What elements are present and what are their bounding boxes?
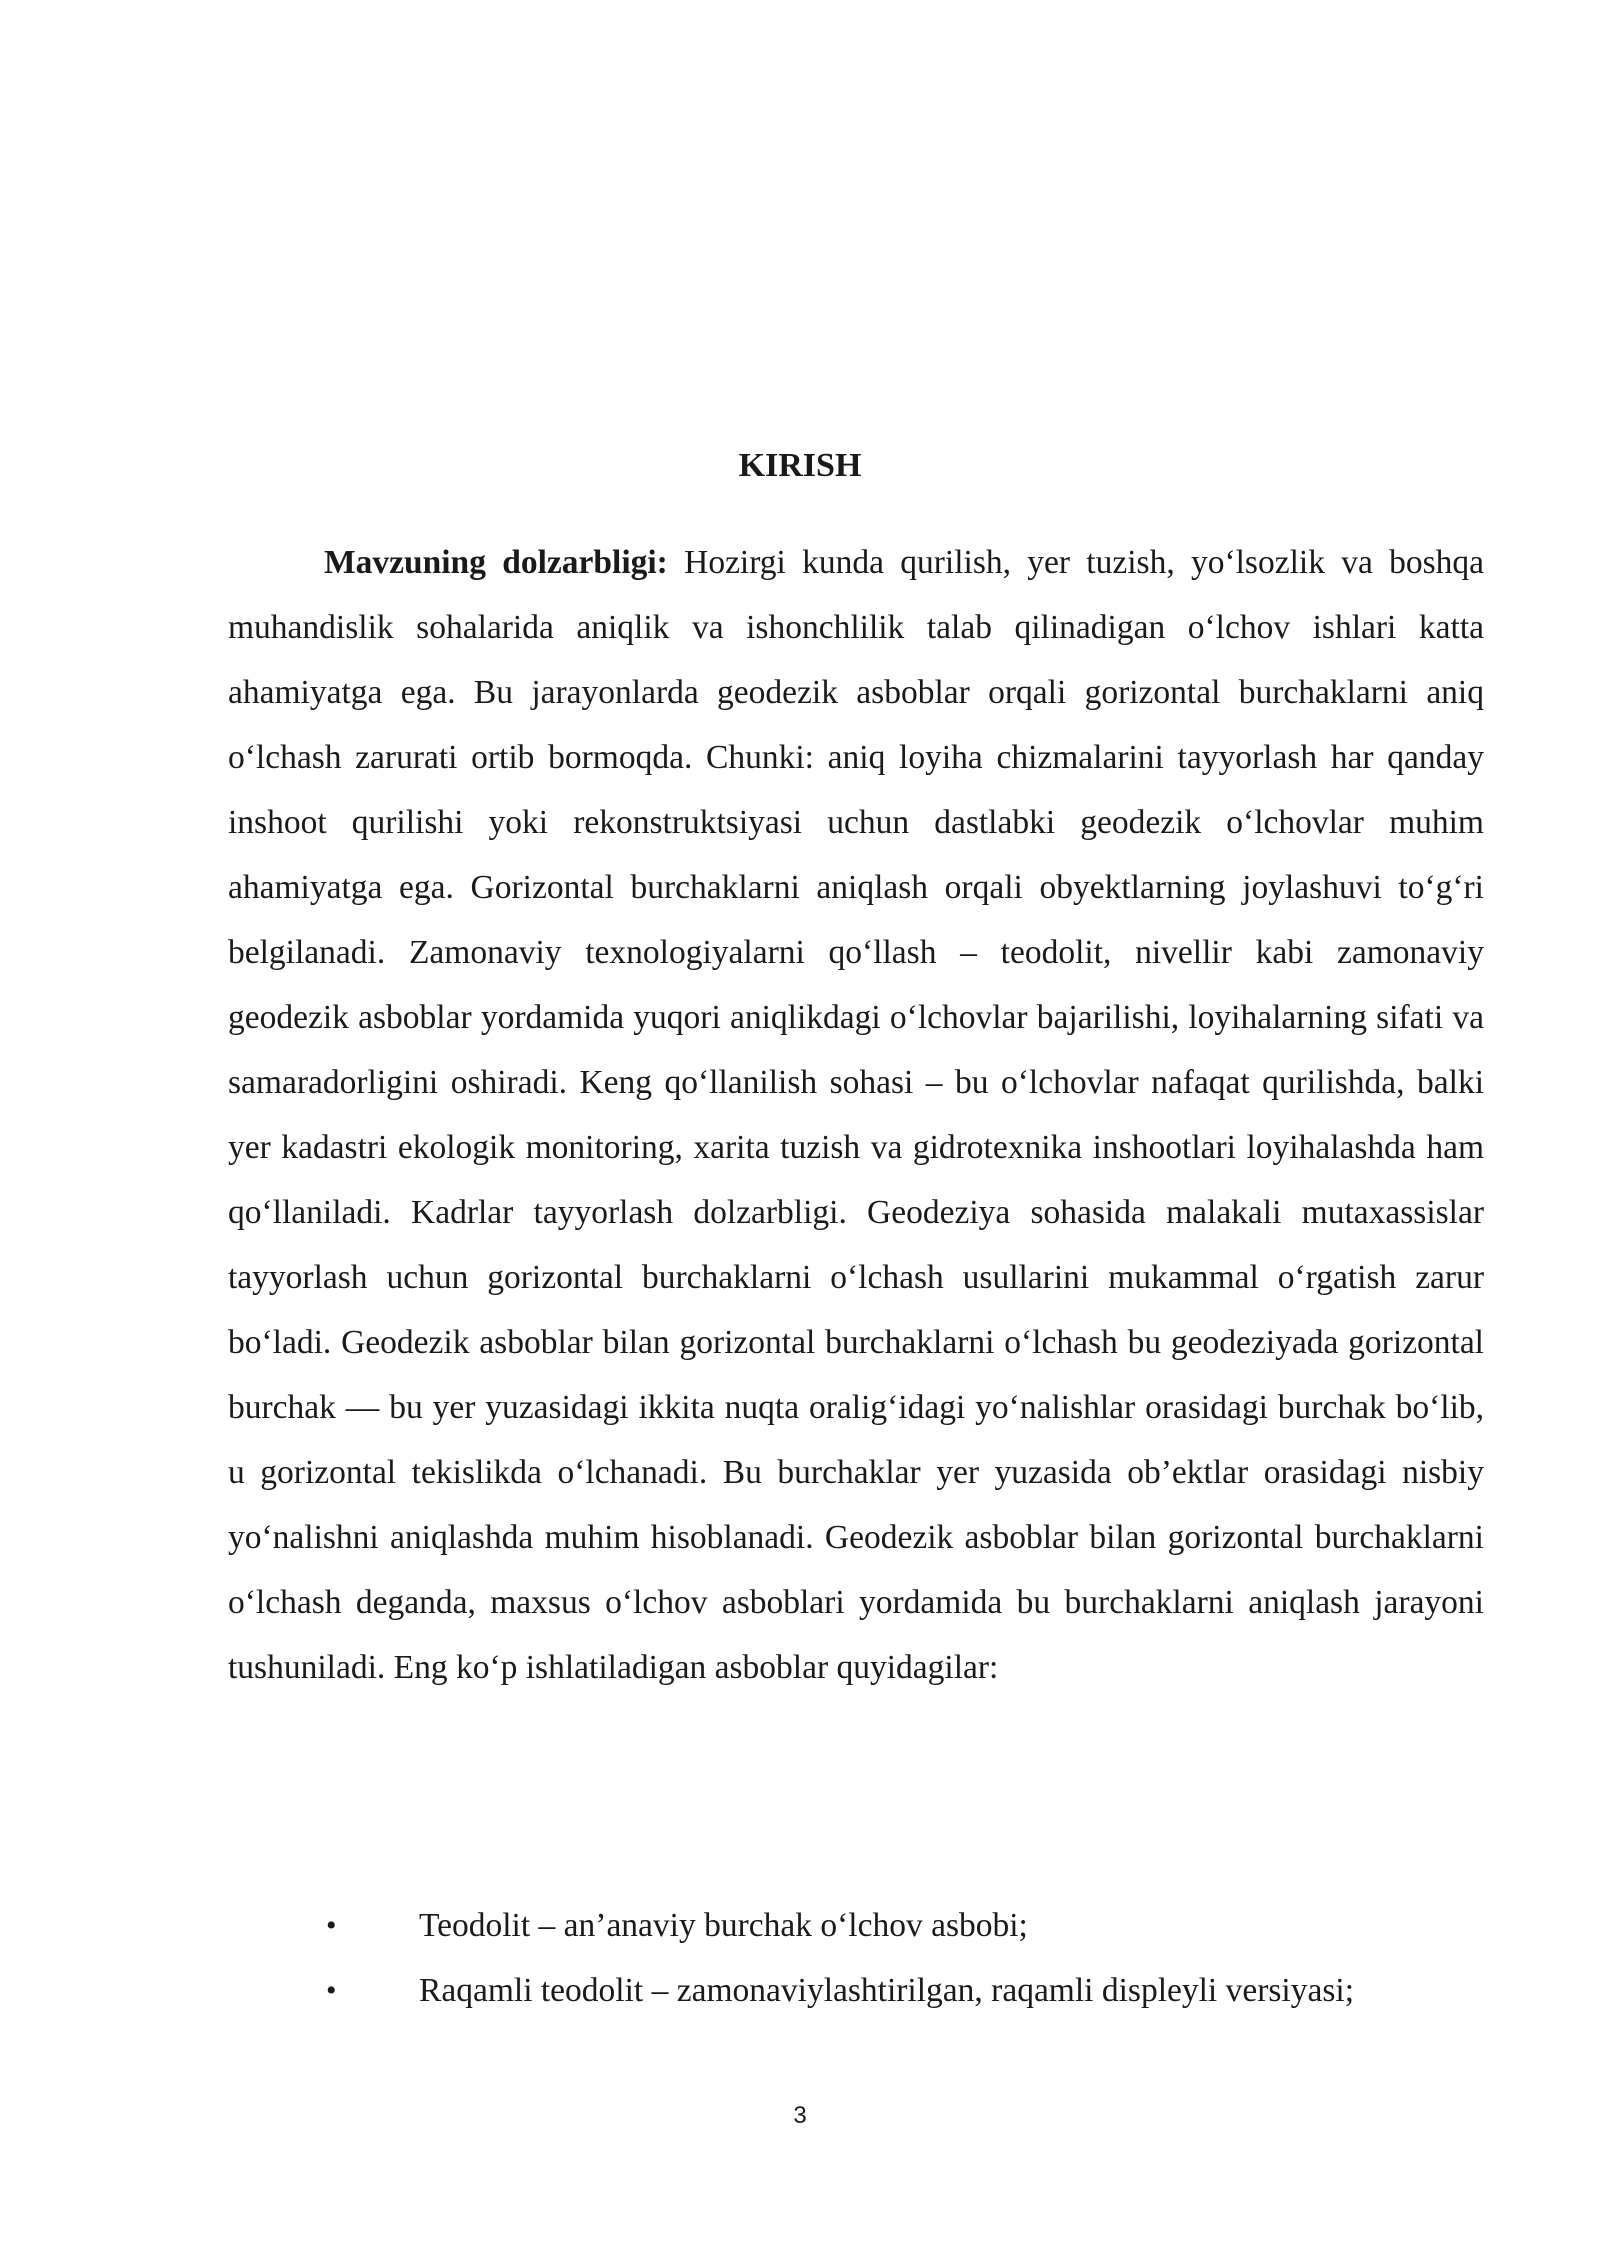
page-number: 3 bbox=[793, 2102, 807, 2129]
list-item-text: Teodolit – an’anaviy burchak o‘lchov asbobi; bbox=[419, 1907, 1028, 1944]
list-item-text: Raqamli teodolit – zamonaviylashtirilgan, raqamli displeyli versiyasi; bbox=[419, 1972, 1355, 2009]
list-item bbox=[228, 1893, 1484, 1958]
section-heading: KIRISH bbox=[738, 447, 862, 484]
paragraph-lead: Mavzuning dolzarbligi: bbox=[324, 544, 668, 581]
paragraph-body: Hozirgi kunda qurilish, yer tuzish, yo‘lsozlik va boshqa muhandislik sohalarida aniqlik va ishonchlilik talab qilinadigan o‘lchov ishlari katta ahamiyatga ega. Bu jarayonlarda geodezik asboblar orqali gorizontal burchaklarni aniq o‘lchash zarurati ortib bormoqda. Chunki: aniq loyiha chizmalarini tayyorlash har qanday inshoot qurilishi yoki rekonstruktsiyasi uchun dastlabki geodezik o‘lchovlar muhim ahamiyatga ega. Gorizontal burchaklarni aniqlash orqali obyektlarning joylashuvi to‘g‘ri belgilanadi. Zamonaviy texnologiyalarni qo‘llash – teodolit, nivellir kabi zamonaviy geodezik asboblar yordamida yuqori aniqlikdagi o‘lchovlar bajarilishi, loyihalarning sifati va samaradorligini oshiradi. Keng qo‘llanilish sohasi – bu o‘lchovlar nafaqat qurilishda, balki yer kadastri ekologik monitoring, xarita tuzish va gidrotexnika inshootlari loyihalashda ham qo‘llaniladi. Kadrlar tayyorlash dolzarbligi. Geodeziya sohasida malakali mutaxassislar tayyorlash uchun gorizontal burchaklarni o‘lchash usullarini mukammal o‘rgatish zarur bo‘ladi. Geodezik asboblar bilan gorizontal burchaklarni o‘lchash bu geodeziyada gorizontal burchak — bu yer yuzasidagi ikkita nuqta oralig‘idagi yo‘nalishlar orasidagi burchak bo‘lib, u gorizontal tekislikda o‘lchanadi. Bu burchaklar yer yuzasida ob’ektlar orasidagi nisbiy yo‘nalishni aniqlashda muhim hisoblanadi. Geodezik asboblar bilan gorizontal burchaklarni o‘lchash deganda, maxsus o‘lchov asboblari yordamida bu burchaklarni aniqlash jarayoni tushuniladi. Eng ko‘p ishlatiladigan asboblar quyidagilar: bbox=[228, 544, 1485, 1686]
bullet-list bbox=[228, 1893, 1484, 2023]
list-item bbox=[228, 1958, 1484, 2023]
bullet-icon: • bbox=[326, 1909, 337, 1942]
body-paragraph bbox=[228, 530, 1484, 1700]
bullet-icon: • bbox=[326, 1974, 337, 2007]
